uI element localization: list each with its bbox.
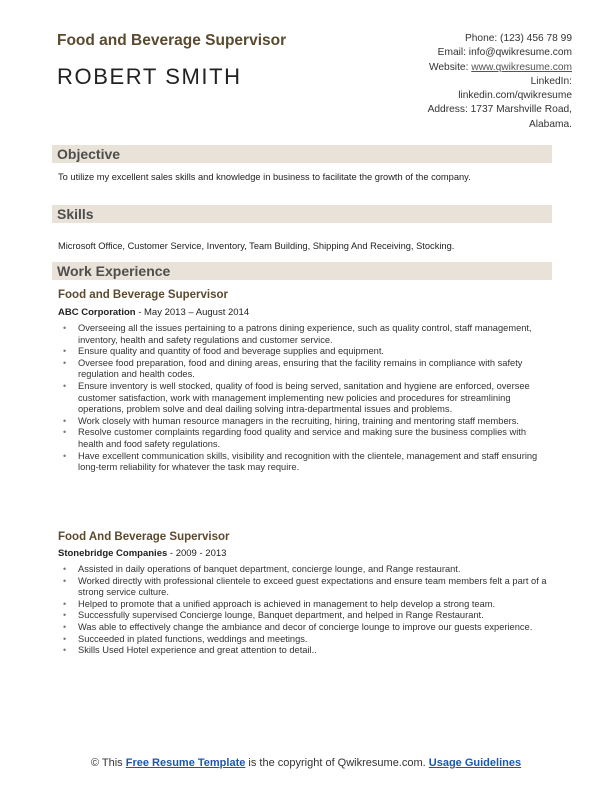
objective-title: Objective [57, 146, 121, 162]
objective-section-header [52, 145, 552, 163]
skills-title: Skills [57, 206, 94, 222]
contact-linkedin-url: linkedin.com/qwikresume [458, 90, 572, 102]
contact-address-line1: Address: 1737 Marshville Road, [427, 104, 572, 116]
list-item: • Worked directly with professional clientele to exceed guest expectations and ensure team members felt a part of a strong service culture. [58, 576, 552, 599]
website-label: Website: [428, 61, 472, 73]
contact-email: Email: info@qwikresume.com [437, 47, 572, 59]
resume-header [57, 32, 572, 132]
footer-prefix: © This [90, 757, 126, 769]
job-title: Food and Beverage Supervisor [57, 32, 287, 49]
list-item: • Work closely with human resource managers in the recruiting, hiring, training and mentoring staff members. [58, 416, 552, 428]
job-1-company: ABC Corporation [58, 307, 136, 318]
contact-info [372, 32, 572, 132]
contact-phone: Phone: (123) 456 78 99 [464, 33, 572, 44]
list-item: • Oversee food preparation, food and dining areas, ensuring that the facility remains in compliance with safety regulation and health codes. [58, 358, 552, 381]
list-item: • Resolve customer complaints regarding food quality and service and making sure the business complies with health and food safety regulations. [58, 427, 552, 450]
job-2-dates: - 2009 - 2013 [167, 548, 227, 559]
job-1-dates: - May 2013 – August 2014 [135, 307, 250, 318]
list-item: • Succeeded in plated functions, weddings and meetings. [58, 634, 552, 646]
copyright-footer [40, 757, 572, 771]
contact-address-line2: Alabama. [528, 118, 572, 130]
free-resume-template-link[interactable]: Free Resume Template [125, 757, 246, 769]
list-item: • Assisted in daily operations of banquet department, concierge lounge, and Range restaurant. [58, 564, 552, 576]
skills-section-header [52, 205, 552, 223]
list-item: • Helped to promote that a unified approach is achieved in management to help develop a strong team. [58, 599, 552, 611]
list-item: • Was able to effectively change the ambiance and decor of concierge lounge to improve our guests experience. [58, 622, 552, 634]
job-1-title: Food and Beverage Supervisor [58, 289, 228, 301]
contact-website [372, 61, 572, 75]
contact-linkedin-label: LinkedIn: [530, 75, 572, 87]
experience-title: Work Experience [57, 263, 171, 279]
list-item: • Have excellent communication skills, visibility and recognition with the clientele, management and staff ensuring long-term reliability for whatever the task may require. [58, 451, 552, 474]
candidate-name: ROBERT SMITH [57, 64, 242, 89]
list-item: • Successfully supervised Concierge lounge, Banquet department, and helped in Range Restaurant. [58, 610, 552, 622]
job-1-company-line [58, 307, 249, 318]
footer-middle: is the copyright of Qwikresume.com. [245, 757, 429, 769]
job-2-title: Food And Beverage Supervisor [58, 531, 230, 543]
website-link[interactable]: www.qwikresume.com [471, 61, 572, 73]
list-item: • Overseeing all the issues pertaining to a patrons dining experience, such as quality control, staff management, inventory, health and safety regulations and customer service. [58, 323, 552, 346]
list-item: • Ensure quality and quantity of food and beverage supplies and equipment. [58, 346, 552, 358]
list-item: • Ensure inventory is well stocked, quality of food is being served, sanitation and hygiene are enforced, oversee customer satisfaction, work with management implementing new policies and procedures for streamlining operations, problem solve and deal dailing solving intra-departmental issues and problems. [58, 381, 552, 416]
objective-text: To utilize my excellent sales skills and knowledge in business to facilitate the growth of the company. [58, 172, 471, 182]
job-1-bullets [58, 323, 552, 474]
job-2-company: Stonebridge Companies [58, 548, 168, 559]
experience-section-header [52, 262, 552, 280]
list-item: • Skills Used Hotel experience and great attention to detail.. [58, 645, 552, 657]
job-2-bullets [58, 564, 552, 657]
usage-guidelines-link[interactable]: Usage Guidelines [428, 757, 522, 769]
skills-text: Microsoft Office, Customer Service, Inventory, Team Building, Shipping And Receiving, Stocking. [58, 241, 455, 251]
job-2-company-line [58, 548, 226, 559]
